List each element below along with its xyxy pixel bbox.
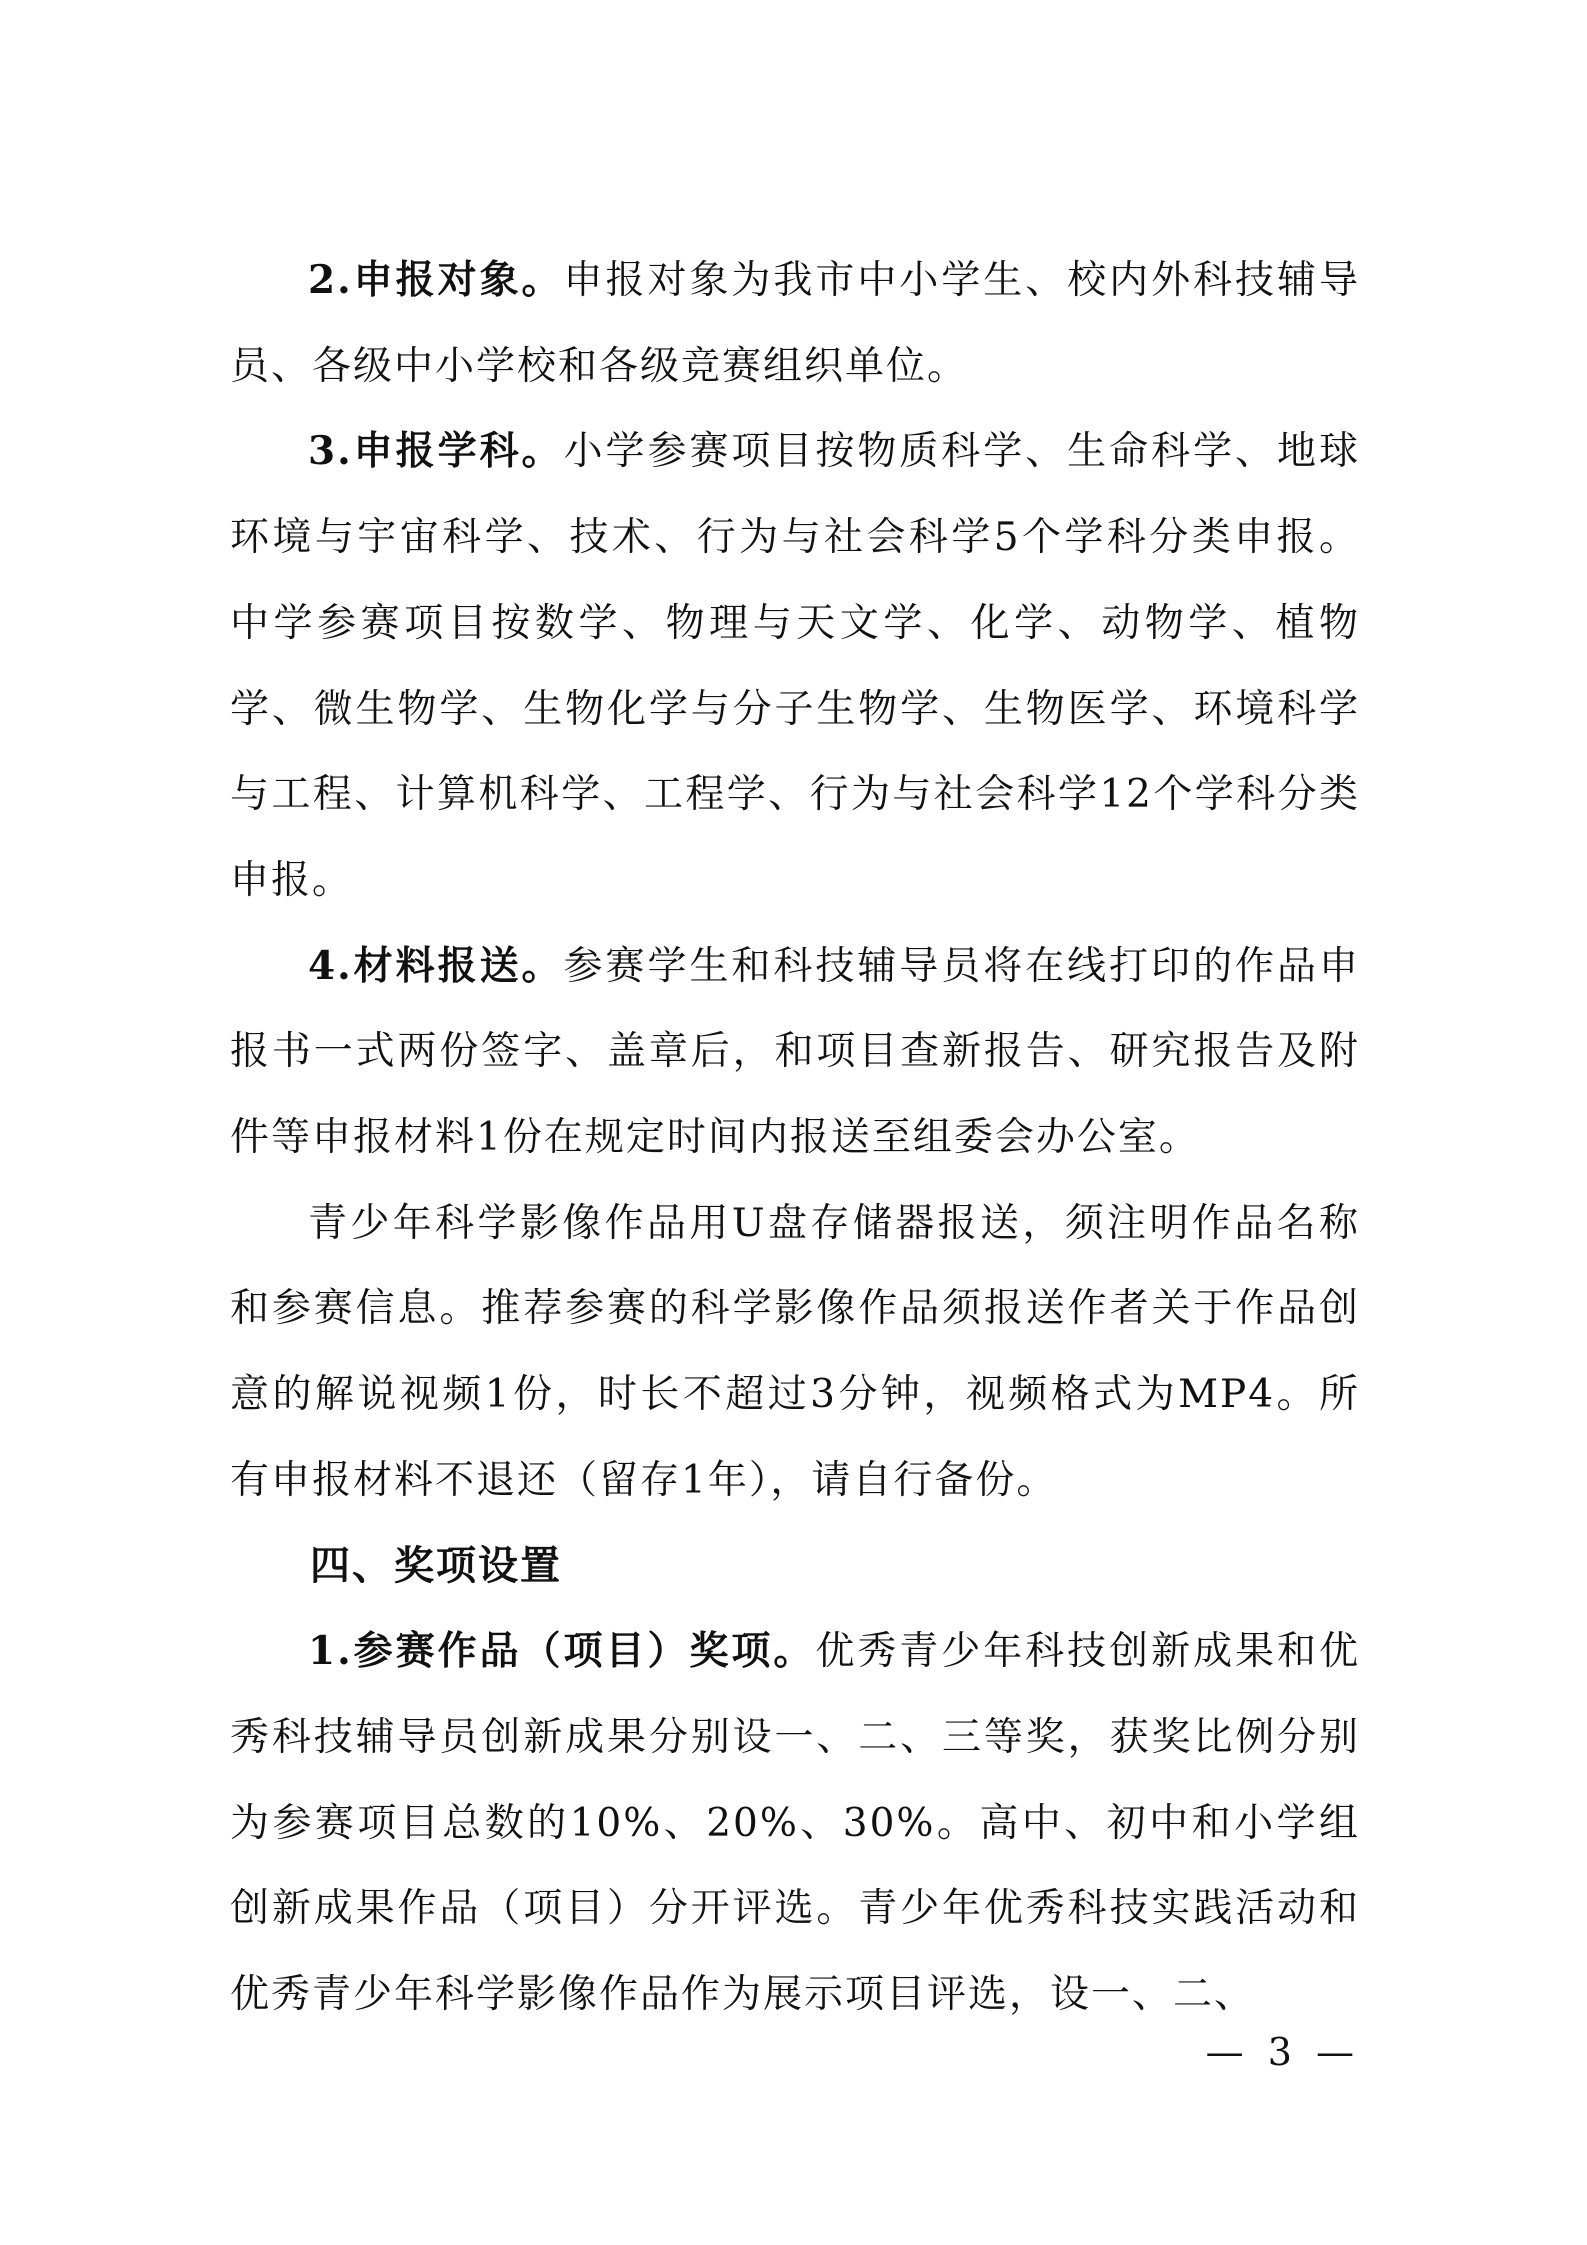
paragraph-video-submission: [230, 1181, 1360, 1524]
paragraph-award-items: [230, 1609, 1360, 2038]
paragraph-apply-subjects: [230, 409, 1360, 923]
paragraph-lead: 3.申报学科。: [308, 428, 564, 475]
paragraph-text: 小学参赛项目按物质科学、生命科学、地球环境与宇宙科学、技术、行为与社会科学5个学科分类申报。中学参赛项目按数学、物理与天文学、化学、动物学、植物学、微生物学、生物化学与分子生物学、生物医学、环境科学与工程、计算机科学、工程学、行为与社会科学12个学科分类申报。: [230, 429, 1360, 903]
paragraph-text: 参赛学生和科技辅导员将在线打印的作品申报书一式两份签字、盖章后，和项目查新报告、研究报告及附件等申报材料1份在规定时间内报送至组委会办公室。: [230, 943, 1360, 1161]
paragraph-apply-target: [230, 238, 1360, 409]
paragraph-lead: 1.参赛作品（项目）奖项。: [308, 1628, 816, 1675]
section-heading-awards: 四、奖项设置: [310, 1542, 562, 1589]
paragraph-text: 申报对象为我市中小学生、校内外科技辅导员、各级中小学校和各级竞赛组织单位。: [230, 258, 1360, 389]
document-body: [230, 238, 1360, 2038]
paragraph-materials-submission: [230, 924, 1360, 1181]
paragraph-text: 青少年科学影像作品用U盘存储器报送，须注明作品名称和参赛信息。推荐参赛的科学影像作品须报送作者关于作品创意的解说视频1份，时长不超过3分钟，视频格式为MP4。所有申报材料不退还（留存1年），请自行备份。: [230, 1200, 1360, 1503]
paragraph-lead: 2.申报对象。: [308, 257, 564, 303]
page-number: — 3 —: [1205, 2030, 1360, 2074]
paragraph-text: 优秀青少年科技创新成果和优秀科技辅导员创新成果分别设一、二、三等奖，获奖比例分别为参赛项目总数的10%、20%、30%。高中、初中和小学组创新成果作品（项目）分开评选。青少年优秀科技实践活动和优秀青少年科学影像作品作为展示项目评选，设一、二、: [230, 1629, 1360, 2018]
paragraph-lead: 4.材料报送。: [308, 942, 564, 989]
